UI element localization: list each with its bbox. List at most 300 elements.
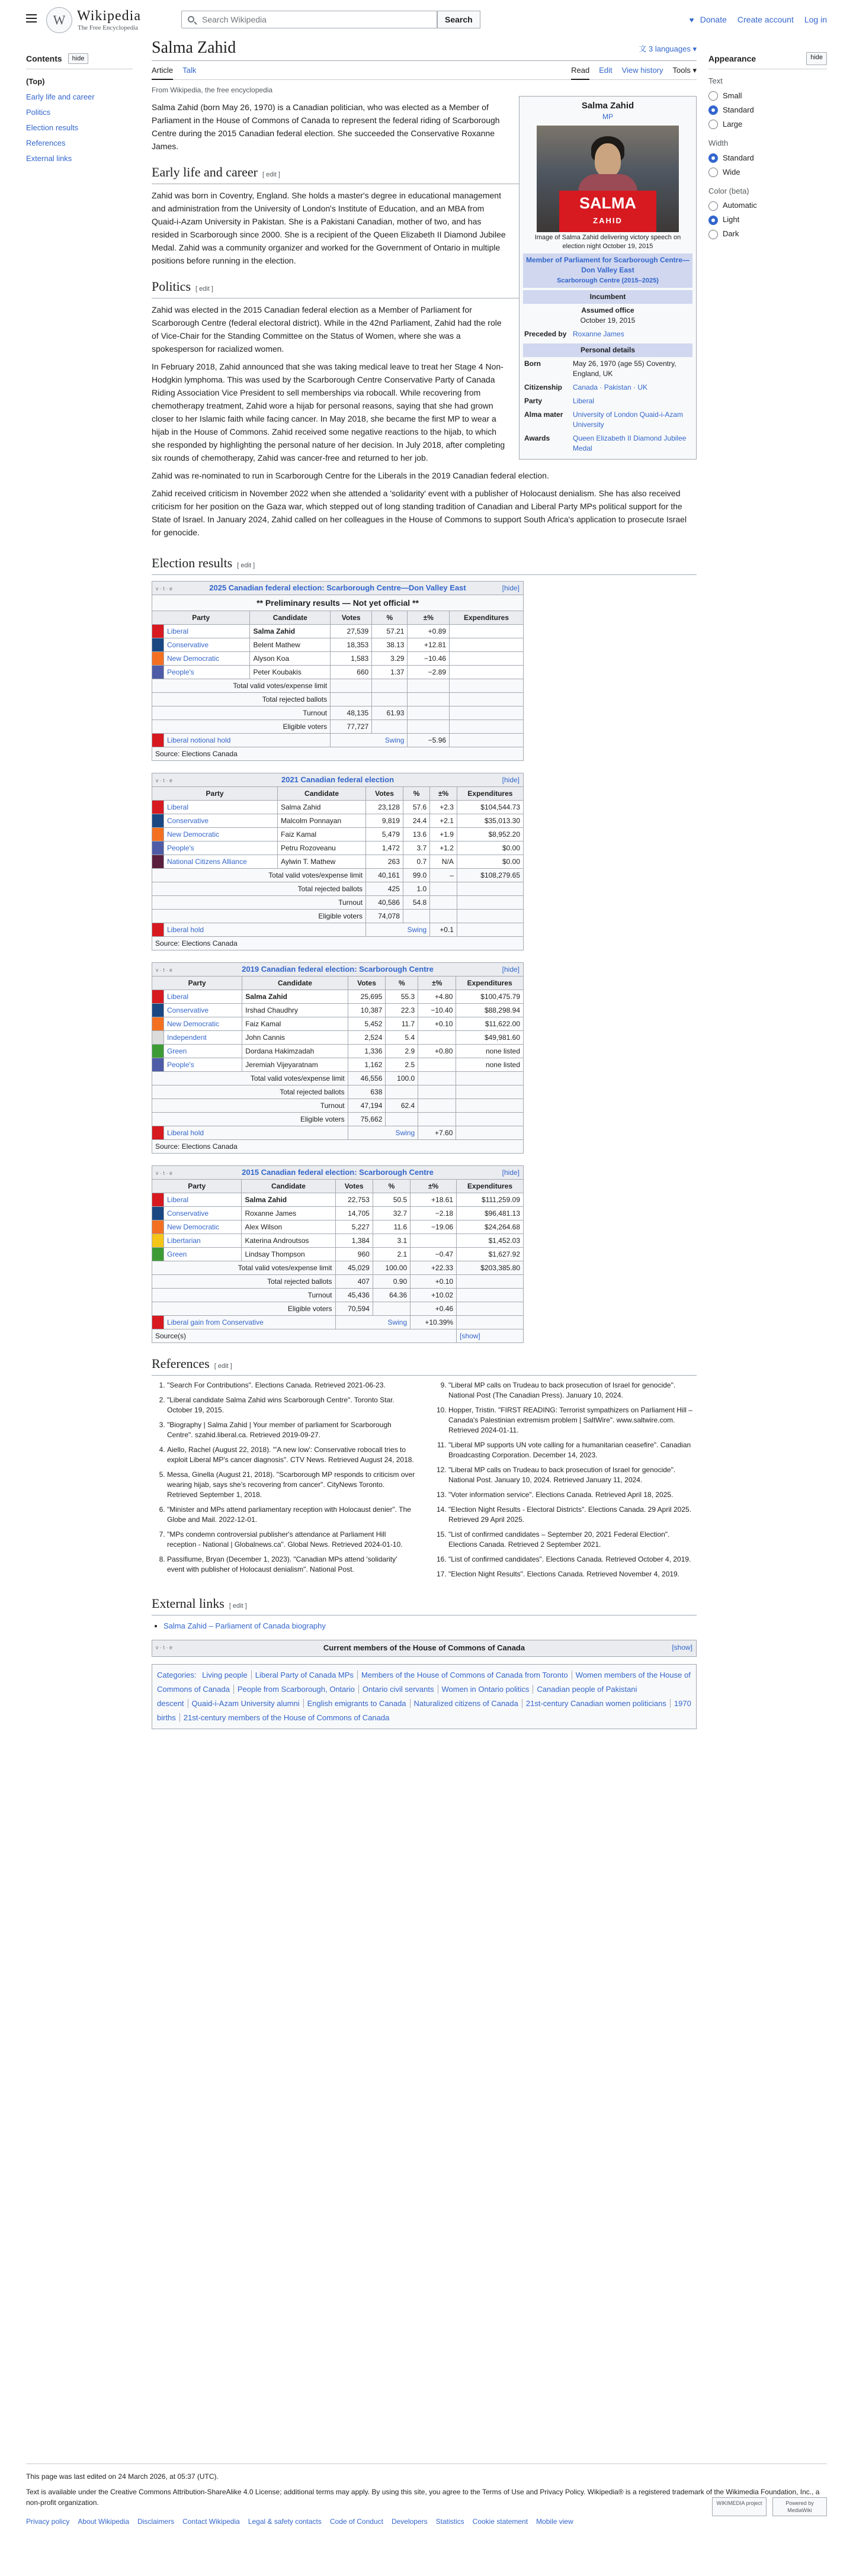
candidate-row — [152, 666, 524, 679]
footer-link[interactable]: Developers — [391, 2517, 428, 2526]
candidate-row — [152, 638, 524, 652]
summary-row — [152, 1275, 524, 1289]
wikimedia-badge[interactable]: WIKIMEDIA project — [712, 2497, 767, 2516]
candidate-name: Salma Zahid — [242, 1193, 335, 1207]
footer-link[interactable]: Statistics — [435, 2517, 464, 2526]
summary-percent — [373, 1302, 410, 1316]
summary-expenditure — [457, 1302, 524, 1316]
candidate-row — [152, 1004, 524, 1017]
candidate-name: Roxanne James — [242, 1207, 335, 1220]
main-menu-icon[interactable] — [26, 14, 37, 23]
references-title: References — [152, 1356, 210, 1371]
votes-cell: 22,753 — [335, 1193, 373, 1207]
caption-title[interactable]: 2025 Canadian federal election: Scarborough Centre—Don Valley East — [209, 583, 466, 593]
edit-section-link[interactable]: [ edit ] — [237, 562, 255, 570]
reference-item: 4. Aiello, Rachel (August 22, 2018). "'A new low': Conservative robocall tries to exploit Liberal MP's cancer diagnosis". CTV News. Retrieved August 24, 2018. — [167, 1445, 415, 1465]
expenditure-cell: $11,622.00 — [456, 1017, 524, 1031]
candidate-name: Irshad Chaudhry — [242, 1004, 348, 1017]
infobox-row-label: Awards — [524, 434, 550, 443]
radio-color-option[interactable] — [708, 213, 827, 227]
expenditure-cell: $24,264.68 — [457, 1220, 524, 1234]
politics-title: Politics — [152, 279, 191, 294]
candidate-row — [152, 1017, 524, 1031]
result-text[interactable]: Liberal gain from Conservative — [164, 1316, 336, 1329]
infobox — [519, 96, 697, 460]
result-row — [152, 1316, 524, 1329]
summary-change — [418, 1072, 456, 1085]
vte-links[interactable]: v · t · e — [156, 967, 173, 974]
summary-votes: 40,586 — [366, 896, 403, 910]
votes-cell: 1,162 — [348, 1058, 386, 1072]
footer-link[interactable]: Mobile view — [536, 2517, 573, 2526]
summary-votes: 75,662 — [348, 1113, 386, 1126]
show-toggle[interactable]: [show] — [457, 1329, 524, 1343]
party-color-swatch — [152, 625, 164, 638]
percent-cell: 5.4 — [386, 1031, 418, 1045]
footer-link[interactable]: Code of Conduct — [329, 2517, 383, 2526]
election-table-caption — [152, 962, 524, 976]
reference-item: 7. "MPs condemn controversial publisher's attendance at Parliament Hill reception - National | Globalnews.ca". Global News. Retrieved 2024-01-10. — [167, 1530, 415, 1550]
party-name[interactable]: Liberal — [164, 990, 242, 1004]
radio-button[interactable] — [708, 201, 718, 211]
navbox-vte[interactable]: v · t · e — [156, 1644, 173, 1650]
parliament-bio-link[interactable]: Salma Zahid – Parliament of Canada biography — [163, 1621, 326, 1631]
result-text[interactable]: Liberal notional hold — [164, 734, 331, 747]
party-color-swatch — [152, 814, 164, 828]
radio-button[interactable] — [708, 168, 718, 177]
toc-item[interactable]: Early life and career — [26, 92, 95, 102]
navbox-show-toggle[interactable]: [show] — [672, 1643, 692, 1652]
summary-percent — [372, 720, 408, 734]
percent-cell: 32.7 — [373, 1207, 410, 1220]
color-group — [708, 185, 827, 242]
election-table — [152, 581, 524, 761]
change-cell: +2.3 — [430, 801, 457, 814]
radio-text-option[interactable] — [708, 89, 827, 103]
campaign-sign — [559, 191, 656, 232]
create-account-link[interactable]: Create account — [737, 15, 794, 24]
reference-item: 13. "Voter information service". Elections Canada. Retrieved April 18, 2025. — [448, 1490, 697, 1500]
infobox-post-nominal[interactable]: MP — [602, 113, 613, 121]
candidate-row — [152, 1220, 524, 1234]
infobox-row-value: Liberal — [573, 397, 595, 406]
category-link[interactable]: Women in Ontario politics — [438, 1685, 533, 1694]
summary-row — [152, 1113, 524, 1126]
category-link[interactable]: English emigrants to Canada — [303, 1699, 410, 1708]
infobox-row — [523, 408, 692, 432]
party-name[interactable]: New Democratic — [164, 652, 250, 666]
change-cell: +12.81 — [408, 638, 450, 652]
category-link[interactable]: Ontario civil servants — [358, 1685, 438, 1694]
caption-title[interactable]: 2019 Canadian federal election: Scarborough Centre — [242, 965, 434, 974]
percent-cell: 22.3 — [386, 1004, 418, 1017]
office-header — [523, 253, 692, 288]
candidate-row — [152, 1248, 524, 1261]
party-color-swatch — [152, 1234, 164, 1248]
vte-links[interactable]: v · t · e — [156, 1170, 173, 1177]
candidate-name: Dordana Hakimzadah — [242, 1045, 348, 1058]
change-cell: −2.89 — [408, 666, 450, 679]
candidate-row — [152, 841, 524, 855]
infobox-row — [523, 394, 692, 408]
change-cell: +0.10 — [418, 1017, 456, 1031]
summary-percent: 100.00 — [373, 1261, 410, 1275]
toc-item[interactable]: (Top) — [26, 77, 45, 86]
category-link[interactable]: 21st-century Canadian women politicians — [522, 1699, 670, 1708]
column-header: Votes — [335, 1180, 373, 1193]
early-life-title: Early life and career — [152, 165, 258, 180]
toc-item[interactable]: External links — [26, 154, 72, 163]
summary-percent — [372, 679, 408, 693]
preceded-by-row — [523, 327, 692, 341]
candidate-row — [152, 814, 524, 828]
appearance-hide-button[interactable]: hide — [806, 52, 827, 65]
toc-item[interactable]: Election results — [26, 123, 79, 133]
summary-expenditure — [450, 706, 524, 720]
infobox-row — [523, 432, 692, 455]
mediawiki-badge[interactable]: Powered by MediaWiki — [772, 2497, 827, 2516]
donate-label: Donate — [700, 15, 727, 24]
party-color-swatch — [152, 828, 164, 841]
party-name[interactable]: Libertarian — [164, 1234, 242, 1248]
party-name[interactable]: Green — [164, 1045, 242, 1058]
party-name[interactable]: Liberal — [164, 801, 278, 814]
summary-expenditure — [456, 1113, 524, 1126]
change-cell: +0.89 — [408, 625, 450, 638]
party-color-swatch — [152, 855, 164, 869]
election-table — [152, 773, 524, 950]
election-table — [152, 962, 524, 1154]
radio-width-option[interactable] — [708, 151, 827, 165]
candidate-row — [152, 1207, 524, 1220]
summary-row — [152, 706, 524, 720]
party-color-swatch — [152, 1004, 164, 1017]
politics-paragraph-1: Zahid was elected in the 2015 Canadian federal election as a Member of Parliament for Scarborough Centre (federal electoral district). While in the 42nd Parliament, Zahid had the role of Vice-Chair for the Standing Committee on the Status of Women, where she was a spokesperson for racialized women. — [152, 305, 502, 354]
reference-item: 15. "List of confirmed candidates – September 20, 2021 Federal Election". Elections Canada. Retrieved 2 September 2021. — [448, 1530, 697, 1550]
office-link[interactable]: Member of Parliament for Scarborough Centre—Don Valley East — [525, 256, 690, 275]
summary-row — [152, 679, 524, 693]
table-of-contents — [26, 52, 133, 166]
office-sub[interactable]: Scarborough Centre (2015–2025) — [557, 277, 659, 285]
hide-toggle[interactable]: [hide] — [502, 965, 520, 974]
category-link[interactable]: People from Scarborough, Ontario — [233, 1685, 358, 1694]
footer-link[interactable]: Privacy policy — [26, 2517, 70, 2526]
radio-button[interactable] — [708, 153, 718, 163]
radio-color-option[interactable] — [708, 199, 827, 213]
summary-percent: 100.0 — [386, 1072, 418, 1085]
column-header: Expenditures — [450, 611, 524, 625]
party-name[interactable]: Independent — [164, 1031, 242, 1045]
reference-item: 5. Messa, Ginella (August 21, 2018). "Scarborough MP responds to criticism over wearing hijab, says she's recovering from cancer". CityNews Toronto. Retrieved September 1, 2018. — [167, 1470, 415, 1500]
party-name[interactable]: Liberal — [164, 1193, 242, 1207]
candidate-row — [152, 855, 524, 869]
summary-expenditure — [450, 693, 524, 706]
category-link[interactable]: Canadian people of Pakistani descent — [157, 1684, 637, 1708]
summary-change: +0.46 — [411, 1302, 457, 1316]
party-name[interactable]: New Democratic — [164, 828, 278, 841]
edit-section-link[interactable]: [ edit ] — [229, 1602, 247, 1610]
candidate-name: Jeremiah Vijeyaratnam — [242, 1058, 348, 1072]
login-link[interactable]: Log in — [804, 15, 827, 24]
footer-link[interactable]: Disclaimers — [137, 2517, 175, 2526]
vte-links[interactable]: v · t · e — [156, 586, 173, 592]
category-link[interactable]: 21st-century members of the House of Commons of Canada — [179, 1713, 393, 1722]
radio-width-option[interactable] — [708, 165, 827, 179]
radio-button[interactable] — [708, 105, 718, 115]
radio-button[interactable] — [708, 91, 718, 101]
reference-list — [152, 1380, 697, 1584]
summary-label: Total valid votes/expense limit — [152, 1261, 336, 1275]
party-name[interactable]: Green — [164, 1248, 242, 1261]
summary-label: Eligible voters — [152, 1302, 336, 1316]
language-label: 3 languages — [649, 44, 691, 54]
category-link[interactable]: Liberal Party of Canada MPs — [251, 1671, 357, 1679]
votes-cell: 5,479 — [366, 828, 403, 841]
reference-item: 16. "List of confirmed candidates". Elections Canada. Retrieved October 4, 2019. — [448, 1554, 697, 1565]
votes-cell: 1,583 — [331, 652, 372, 666]
portrait-image[interactable] — [537, 126, 679, 232]
radio-label: Wide — [723, 167, 740, 176]
party-name[interactable]: People's — [164, 841, 278, 855]
toc-item[interactable]: Politics — [26, 108, 51, 117]
summary-votes: 47,194 — [348, 1099, 386, 1113]
categories-label[interactable]: Categories: — [157, 1670, 197, 1679]
summary-row — [152, 869, 524, 882]
category-link[interactable]: Women members of the House of Commons of Canada — [157, 1670, 691, 1694]
tools-label: Tools — [672, 66, 691, 75]
party-name[interactable]: Conservative — [164, 1004, 242, 1017]
empty-cell — [450, 734, 524, 747]
summary-label: Total valid votes/expense limit — [152, 679, 331, 693]
change-cell: −10.46 — [408, 652, 450, 666]
party-name[interactable]: New Democratic — [164, 1220, 242, 1234]
radio-button[interactable] — [708, 120, 718, 129]
wikipedia-logo[interactable]: W — [46, 7, 72, 33]
summary-votes — [331, 693, 372, 706]
change-cell: +4.80 — [418, 990, 456, 1004]
party-color-swatch — [152, 801, 164, 814]
source-text[interactable]: Source: Elections Canada — [152, 937, 524, 950]
infobox-row-value: University of London Quaid-i-Azam University — [573, 410, 684, 429]
percent-cell: 57.6 — [403, 801, 429, 814]
summary-change — [408, 706, 450, 720]
summary-percent: 1.0 — [403, 882, 429, 896]
infobox-row-label: Party — [524, 397, 543, 406]
expenditure-cell — [450, 638, 524, 652]
party-color-swatch — [152, 1248, 164, 1261]
party-name[interactable]: Liberal — [164, 625, 250, 638]
percent-cell: 24.4 — [403, 814, 429, 828]
infobox-row — [523, 381, 692, 394]
tab-read[interactable]: Read — [571, 65, 589, 80]
infobox-row-value: May 26, 1970 (age 55) Coventry, England, UK — [573, 359, 676, 378]
vte-links[interactable]: v · t · e — [156, 778, 173, 784]
tools-menu[interactable]: Tools ▾ — [672, 66, 697, 75]
tab-talk[interactable]: Talk — [182, 66, 197, 75]
search-icon — [188, 16, 194, 23]
column-header: Candidate — [242, 977, 348, 990]
party-name[interactable]: Conservative — [164, 814, 278, 828]
source-text[interactable]: Source(s) — [152, 1329, 457, 1343]
summary-expenditure — [457, 910, 523, 923]
party-color-swatch — [152, 1058, 164, 1072]
summary-change — [418, 1085, 456, 1099]
summary-label: Eligible voters — [152, 720, 331, 734]
election-table-caption — [152, 1165, 524, 1179]
category-link[interactable]: Quaid-i-Azam University alumni — [188, 1699, 303, 1708]
reference-item: 3. "Biography | Salma Zahid | Your member of parliament for Scarborough Centre". szahid.liberal.ca. Retrieved 2019-09-27. — [167, 1420, 415, 1440]
party-name[interactable]: People's — [164, 666, 250, 679]
votes-cell: 263 — [366, 855, 403, 869]
expenditure-cell — [450, 666, 524, 679]
sign-bottom: ZAHID — [593, 216, 623, 226]
tab-history[interactable]: View history — [621, 66, 663, 75]
candidate-name: Belent Mathew — [250, 638, 331, 652]
external-links-title: External links — [152, 1596, 225, 1611]
summary-label: Total valid votes/expense limit — [152, 869, 366, 882]
toc-item[interactable]: References — [26, 139, 66, 148]
radio-text-option[interactable] — [708, 117, 827, 131]
reference-item: 8. Passifiume, Bryan (December 1, 2023). "Canadian MPs attend 'solidarity' event with publisher of Holocaust denialism". National Post. — [167, 1554, 415, 1575]
swing-label[interactable]: Swing — [335, 1316, 411, 1329]
heading-election-results — [152, 554, 697, 575]
candidate-name: Aylwin T. Mathew — [278, 855, 366, 869]
caption-title[interactable]: 2015 Canadian federal election: Scarborough Centre — [242, 1168, 434, 1177]
wordmark[interactable]: Wikipedia — [77, 8, 141, 24]
expenditure-cell — [450, 652, 524, 666]
footer-link[interactable]: About Wikipedia — [78, 2517, 130, 2526]
preceded-by-link[interactable]: Roxanne James — [573, 330, 624, 339]
hide-toggle[interactable]: [hide] — [502, 776, 520, 785]
hide-toggle[interactable]: [hide] — [502, 584, 520, 593]
edit-section-link[interactable]: [ edit ] — [214, 1363, 232, 1370]
result-color-swatch — [152, 1316, 164, 1329]
category-link[interactable]: Naturalized citizens of Canada — [410, 1699, 522, 1708]
party-name[interactable]: New Democratic — [164, 1017, 242, 1031]
party-name[interactable]: National Citizens Alliance — [164, 855, 278, 869]
footer-link[interactable]: Legal & safety contacts — [248, 2517, 322, 2526]
swing-label[interactable]: Swing — [348, 1126, 418, 1140]
percent-cell: 50.5 — [373, 1193, 410, 1207]
summary-row — [152, 1289, 524, 1302]
summary-change — [430, 882, 457, 896]
edit-section-link[interactable]: [ edit ] — [262, 171, 280, 179]
donate-link[interactable] — [690, 13, 727, 26]
votes-cell: 9,819 — [366, 814, 403, 828]
radio-label: Small — [723, 91, 742, 100]
change-cell: −19.06 — [411, 1220, 457, 1234]
expenditure-cell: $8,952.20 — [457, 828, 523, 841]
toc-hide-button[interactable]: hide — [68, 53, 89, 64]
election-results-title: Election results — [152, 555, 233, 571]
percent-cell: 11.6 — [373, 1220, 410, 1234]
search-input[interactable] — [181, 11, 437, 28]
result-row — [152, 1126, 524, 1140]
tab-article[interactable]: Article — [152, 65, 173, 80]
text-size-label: Text — [708, 76, 723, 86]
result-text[interactable]: Liberal hold — [164, 923, 366, 937]
candidate-row — [152, 1234, 524, 1248]
summary-change: +22.33 — [411, 1261, 457, 1275]
column-header: Expenditures — [457, 1180, 524, 1193]
party-name[interactable]: Conservative — [164, 1207, 242, 1220]
category-link[interactable]: 1970 births — [157, 1698, 691, 1722]
expenditure-cell: $111,259.09 — [457, 1193, 524, 1207]
footer-link[interactable]: Cookie statement — [472, 2517, 528, 2526]
footer-link[interactable]: Contact Wikipedia — [182, 2517, 240, 2526]
expenditure-cell: $100,475.79 — [456, 990, 524, 1004]
percent-cell: 13.6 — [403, 828, 429, 841]
summary-label: Total rejected ballots — [152, 1085, 348, 1099]
radio-text-option[interactable] — [708, 103, 827, 117]
column-header: Expenditures — [456, 977, 524, 990]
radio-color-option[interactable] — [708, 227, 827, 242]
percent-cell: 2.9 — [386, 1045, 418, 1058]
sign-top: SALMA — [579, 194, 636, 213]
summary-change — [418, 1113, 456, 1126]
column-header: Votes — [331, 611, 372, 625]
votes-cell: 18,353 — [331, 638, 372, 652]
swing-label[interactable]: Swing — [366, 923, 430, 937]
party-name[interactable]: Conservative — [164, 638, 250, 652]
infobox-row-value: Queen Elizabeth II Diamond Jubilee Medal — [573, 434, 687, 453]
candidate-name: Salma Zahid — [250, 625, 331, 638]
politics-paragraph-3: Zahid was re-nominated to run in Scarborough Centre for the Liberals in the 2019 Canadian federal election. — [152, 471, 549, 481]
assumed-office-value: October 19, 2015 — [580, 316, 636, 325]
expenditure-cell: none listed — [456, 1058, 524, 1072]
party-name[interactable]: People's — [164, 1058, 242, 1072]
summary-percent: 0.90 — [373, 1275, 410, 1289]
summary-votes: 48,135 — [331, 706, 372, 720]
radio-label: Standard — [723, 105, 754, 114]
votes-cell: 23,128 — [366, 801, 403, 814]
infobox-row-value: Canada · Pakistan · UK — [573, 383, 648, 392]
expenditure-cell: none listed — [456, 1045, 524, 1058]
hide-toggle[interactable]: [hide] — [502, 1168, 520, 1177]
percent-cell: 55.3 — [386, 990, 418, 1004]
infobox-row-label: Alma mater — [524, 410, 563, 419]
preliminary-text: ** Preliminary results — Not yet official ** — [152, 595, 524, 611]
expenditure-cell: $96,481.13 — [457, 1207, 524, 1220]
tab-edit[interactable]: Edit — [599, 66, 613, 75]
category-link[interactable]: Members of the House of Commons of Canada from Toronto — [357, 1671, 572, 1679]
navbox — [152, 1640, 697, 1657]
swing-value: +0.1 — [430, 923, 457, 937]
radio-button[interactable] — [708, 230, 718, 239]
radio-label: Light — [723, 215, 740, 224]
source-text[interactable]: Source: Elections Canada — [152, 747, 524, 761]
infobox-row-label: Born — [524, 359, 541, 368]
edit-section-link[interactable]: [ edit ] — [195, 285, 213, 293]
radio-button[interactable] — [708, 216, 718, 225]
candidate-name: John Cannis — [242, 1031, 348, 1045]
summary-expenditure: $203,385.80 — [457, 1261, 524, 1275]
percent-cell: 57.21 — [372, 625, 408, 638]
language-button[interactable]: 文 3 languages ▾ — [639, 44, 697, 54]
category-link[interactable]: Living people — [202, 1670, 248, 1679]
result-text[interactable]: Liberal hold — [164, 1126, 348, 1140]
assumed-office-label: Assumed office — [581, 306, 634, 315]
empty-cell — [457, 923, 523, 937]
search-button[interactable]: Search — [437, 11, 480, 28]
summary-row — [152, 1072, 524, 1085]
user-links — [690, 13, 827, 26]
caption-title[interactable]: 2021 Canadian federal election — [281, 775, 395, 785]
source-text[interactable]: Source: Elections Canada — [152, 1140, 524, 1154]
column-header: ±% — [408, 611, 450, 625]
result-color-swatch — [152, 1126, 164, 1140]
swing-label[interactable]: Swing — [331, 734, 408, 747]
